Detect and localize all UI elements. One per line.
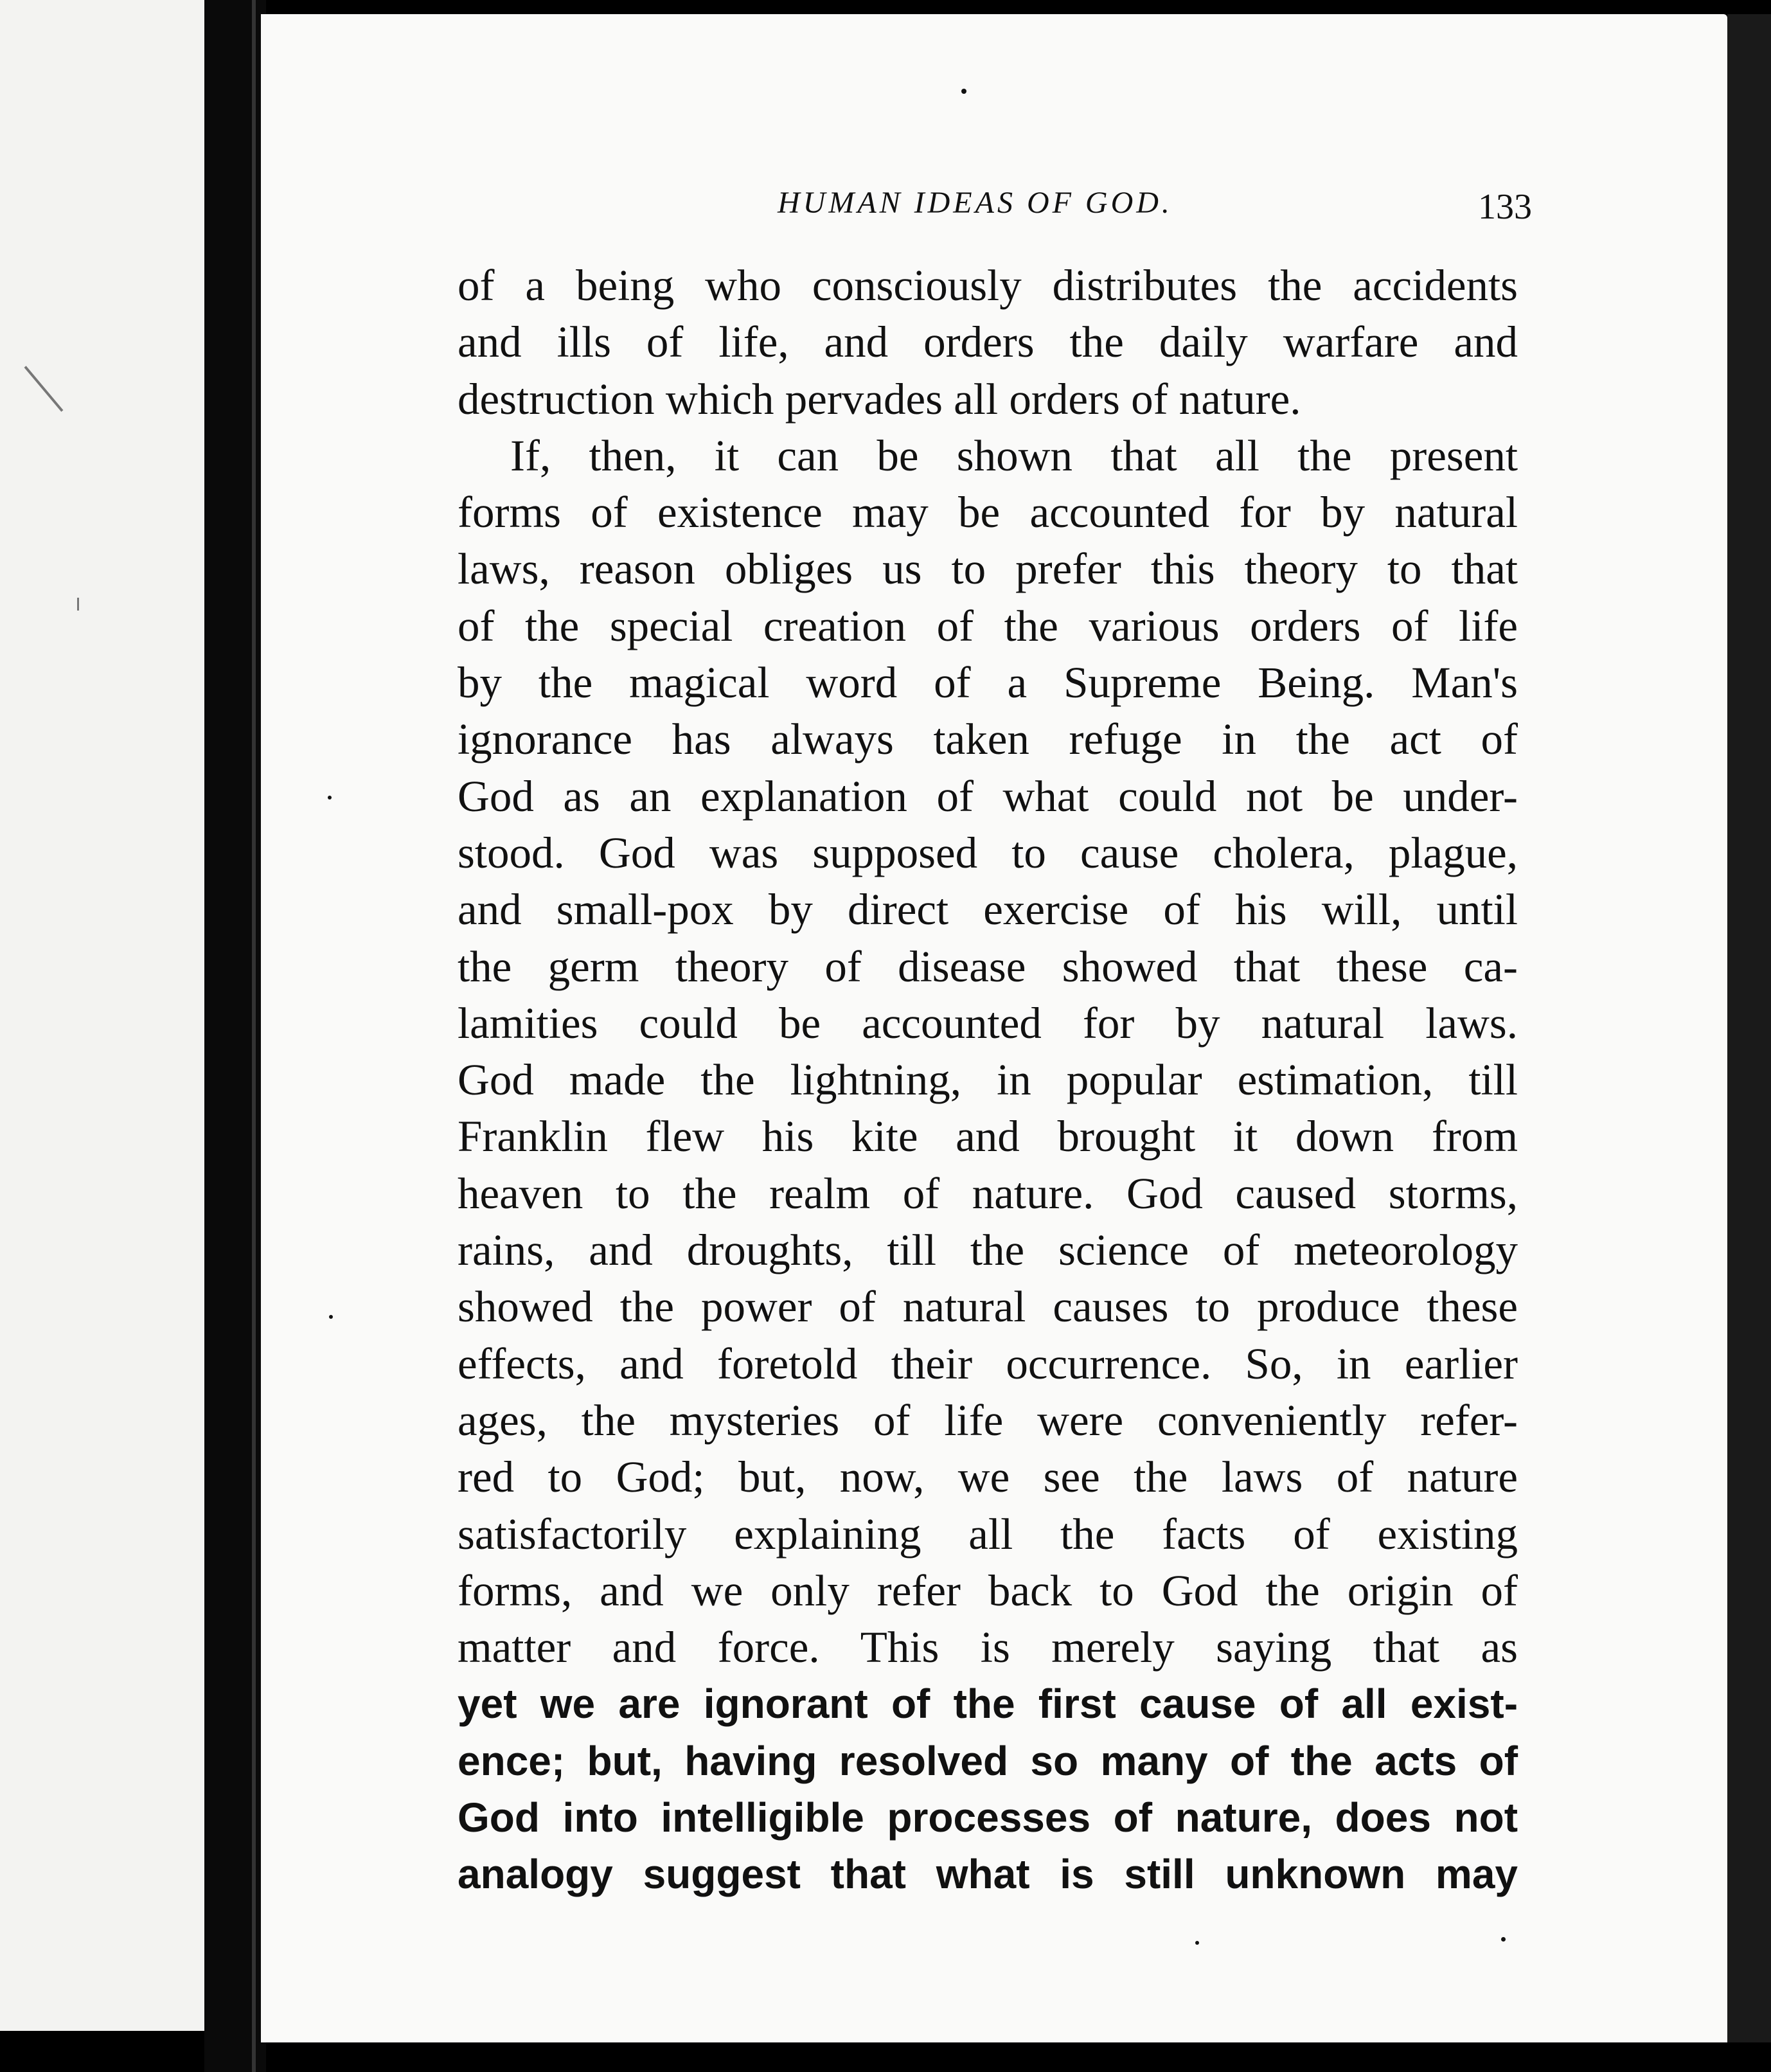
text-line: lamities could be accounted for by natural laws. <box>458 998 1518 1048</box>
text-line: of the special creation of the various orders of life <box>458 601 1518 650</box>
ink-speck <box>329 1315 333 1319</box>
text-line: and small-pox by direct exercise of his will, until <box>458 885 1518 934</box>
text-line: If, then, it can be shown that all the present <box>510 431 1518 480</box>
text-line: heaven to the realm of nature. God caused storms, <box>458 1168 1518 1218</box>
text-line: ence; but, having resolved so many of the acts of <box>458 1737 1518 1784</box>
facing-page-edge <box>0 0 204 2031</box>
text-line: stood. God was supposed to cause cholera, plague, <box>458 828 1518 877</box>
page-edge-shadow <box>1727 14 1771 2042</box>
text-line: destruction which pervades all orders of nature. <box>458 374 1301 424</box>
text-line: forms, and we only refer back to God the origin of <box>458 1566 1518 1615</box>
running-head: HUMAN IDEAS OF GOD. <box>778 186 1173 220</box>
ink-speck <box>328 796 332 799</box>
body-text <box>458 257 1518 1903</box>
stray-mark <box>77 598 79 611</box>
ink-speck <box>1195 1941 1199 1945</box>
text-line: satisfactorily explaining all the facts of existing <box>458 1509 1518 1558</box>
text-line: analogy suggest that what is still unknown may <box>458 1851 1518 1898</box>
text-line: showed the power of natural causes to produce these <box>458 1282 1518 1332</box>
text-line: forms of existence may be accounted for by natural <box>458 488 1518 537</box>
text-line: effects, and foretold their occurrence. So, in earlier <box>458 1339 1518 1388</box>
text-line: by the magical word of a Supreme Being. Man's <box>458 658 1518 708</box>
text-line: of a being who consciously distributes the accidents <box>458 261 1518 310</box>
text-line: rains, and droughts, till the science of meteorology <box>458 1226 1518 1275</box>
text-line: ignorance has always taken refuge in the act of <box>458 715 1518 764</box>
text-line: Franklin flew his kite and brought it down from <box>458 1112 1518 1161</box>
ink-speck <box>961 89 966 94</box>
text-line: ages, the mysteries of life were conveniently refer- <box>458 1395 1518 1445</box>
text-line: laws, reason obliges us to prefer this theory to that <box>458 544 1518 594</box>
text-line: God made the lightning, in popular estimation, till <box>458 1055 1518 1105</box>
ink-speck <box>1501 1937 1506 1942</box>
gutter-shadow <box>204 0 266 2072</box>
gutter-fold-line <box>252 0 256 2072</box>
text-line: God into intelligible processes of nature, does not <box>458 1794 1518 1841</box>
page-number: 133 <box>1478 187 1532 227</box>
text-line: red to God; but, now, we see the laws of nature <box>458 1452 1518 1502</box>
text-line: matter and force. This is merely saying that as <box>458 1623 1518 1672</box>
text-line: God as an explanation of what could not be under- <box>458 771 1518 821</box>
text-line: the germ theory of disease showed that these ca- <box>458 942 1518 991</box>
text-line: yet we are ignorant of the first cause of all exist- <box>458 1681 1518 1728</box>
text-line: and ills of life, and orders the daily warfare and <box>458 317 1518 367</box>
stray-mark <box>24 366 64 412</box>
